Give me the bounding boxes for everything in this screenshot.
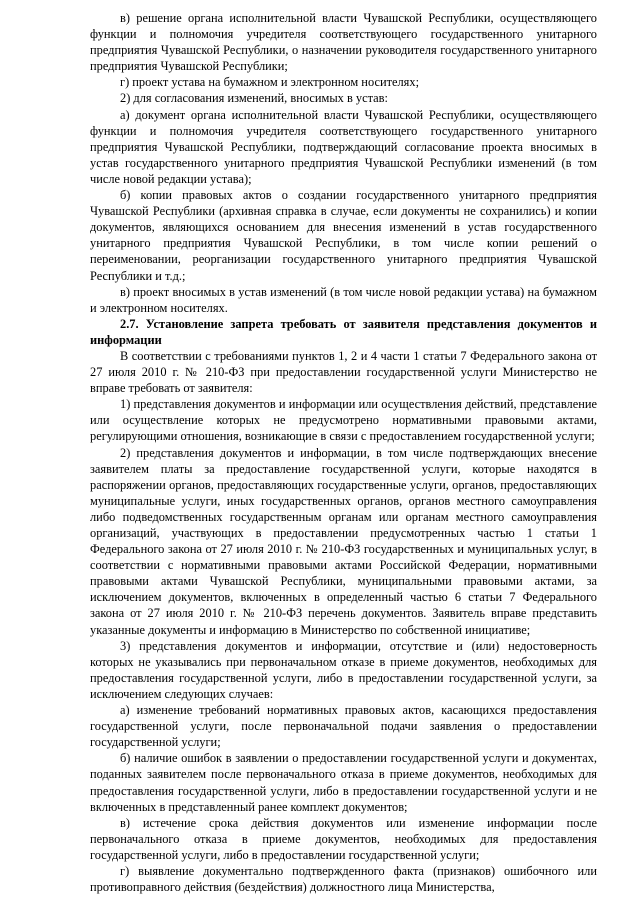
paragraph-1-documents: 1) представления документов и информации или осуществления действий, представление или осуществление которых не предусмотрено нормативными правовыми актами, регулирующими отношения, возникающие в связи с предоставлением государственной услуги; (90, 397, 597, 444)
paragraph-2-changes: 2) для согласования изменений, вносимых в устав: (120, 91, 388, 106)
paragraph-3-documents-absence: 3) представления документов и информации, отсутствие и (или) недостоверность которых не указывались при первоначальном отказе в приеме документов, необходимых для предоставления государственной услуги, либо в предоставлении государственной услуги, за исключением следующих случаев: (90, 638, 597, 701)
paragraph-v-expiry: в) истечение срока действия документов или изменение информации после первоначального отказа в приеме документов, необходимых для предоставления государственной услуги, либо в предоставлении государственной услуги; (90, 815, 597, 862)
section-heading-2-7: 2.7. Установление запрета требовать от заявителя представления документов и информации (90, 316, 597, 347)
paragraph-requirements-intro: В соответствии с требованиями пунктов 1, 2 и 4 части 1 статьи 7 Федерального закона от 27 июля 2010 г. № 210-ФЗ при предоставлении государственной услуги Министерство не вправе требовать от заявителя: (90, 348, 597, 396)
paragraph-a-document: а) документ органа исполнительной власти Чувашской Республики, осуществляющего функции и полномочия учредителя соответствующего государственного унитарного предприятия Чувашской Республики, подтверждающий согласование проекта вносимых в устав государственного унитарного предприятия Чувашской Республики изменений (в том числе новой редакции устава); (90, 107, 597, 186)
paragraph-g-fact-detection: г) выявление документально подтвержденного факта (признаков) ошибочного или противоправного действия (бездействия) должностного лица Министерства, (90, 863, 597, 895)
paragraph-b-copies: б) копии правовых актов о создании государственного унитарного предприятия Чувашской Республики (архивная справка в случае, если документы не сохранились) и копии документов, являющихся основанием для внесения изменений в устав государственного унитарного предприятия Чувашской Республики, в том числе копии решений о переименовании, реорганизации государственного унитарного предприятия Чувашской Республики и т.д.; (90, 188, 597, 283)
paragraph-v-decision: в) решение органа исполнительной власти Чувашской Республики, осуществляющего функции и полномочия учредителя соответствующего государственного унитарного предприятия Чувашской Республики, о назначении руководителя государственного унитарного предприятия Чувашской Республики; (90, 11, 597, 74)
paragraph-2-documents-info: 2) представления документов и информации, в том числе подтверждающих внесение заявителем платы за предоставление государственной услуги, которые находятся в распоряжении органов, предоставляющих государственные услуги, органов, предоставляющих муниципальные услуги, иных государственных органов, органов местного самоуправления либо подведомственных государственным органам или органам местного самоуправления организаций, участвующих в предоставлении предусмотренных частью 1 статьи 1 Федерального закона от 27 июля 2010 г. № 210-ФЗ государственных и муниципальных услуг, в соответствии с нормативными правовыми актами Российской Федерации, нормативными правовыми актами Чувашской Республики, муниципальными правовыми актами, за исключением документов, включенных в определенный частью 6 статьи 7 Федерального закона от 27 июля 2010 г. № 210-ФЗ перечень документов. Заявитель вправе представить указанные документы и информацию в Министерство по собственной инициативе; (90, 445, 597, 637)
paragraph-v-draft-changes: в) проект вносимых в устав изменений (в том числе новой редакции устава) на бумажном и электронном носителях. (90, 284, 597, 315)
paragraph-g-charter-draft: г) проект устава на бумажном и электронном носителях; (120, 75, 420, 90)
paragraph-a-requirements-change: а) изменение требований нормативных правовых актов, касающихся предоставления государственной услуги, после первоначальной подачи заявления о предоставлении государственной услуги; (90, 703, 597, 750)
paragraph-b-errors: б) наличие ошибок в заявлении о предоставлении государственной услуги и документах, поданных заявителем после первоначального отказа в приеме документов, необходимых для предоставления государственной услуги, либо в предоставлении государственной услуги и не включенных в представленный ранее комплект документов; (90, 751, 597, 814)
